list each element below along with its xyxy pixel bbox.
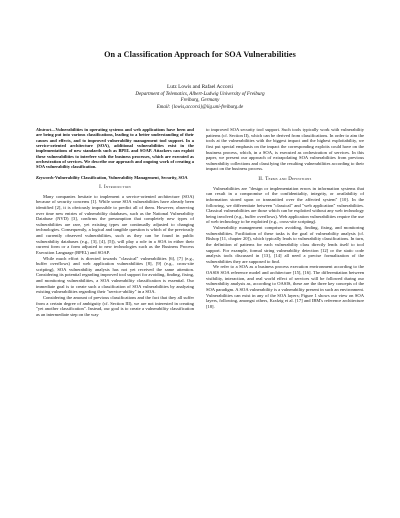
- abstract-label: Abstract: [36, 127, 52, 132]
- paper-authors: Lutz Lowis and Rafael Accorsi: [167, 84, 233, 90]
- terms-paragraph: Vulnerabilities are "design or implementation errors in information systems that can result in a compromise of the confidentiality, integrity, or availability of information stored upon or transmitted over the affected system" [10]. In the following, we differentiate between "classical" and "web application" vulnerabilities. Classical vulnerabilities are those which can be exploited without any web technology being involved (e.g., buffer overflows). Web application vulnerabilities require the use of web technology to be exploited (e.g., cross-site scripting).: [206, 185, 364, 225]
- intro-paragraph: Many companies hesitate to implement a service-oriented architecture (SOA) because of security concerns [1]. While some SOA vulnerabilities have already been identified [2], it is obviously impossible to predict all of them. However, observing over time new entries of vulnerability databases, such as the National Vulnerability Database (NVD) [3], confirms the presumption that completely new types of vulnerabilities are rare, yet existing types are continually adjusted to changing technologies. Consequently, a logical and tangible question is which of the previously and currently observed vulnerabilities, such as they can be found in public vulnerability databases (e.g., [3], [4], [5]), will play a role in a SOA in either their current form or a form adjusted to new technologies such as the Business Process Execution Language (BPEL) and SOAP.: [36, 193, 194, 255]
- intro-paragraph: Considering the amount of previous classifications and the fact that they all suffer from a certain degree of ambiguity (cf. Section III), we are not interested in creating "yet another classification". Instead, our goal is to create a vulnerability classification as an intermediate step on the way: [36, 294, 194, 317]
- abstract: [36, 127, 194, 170]
- affiliation-department: Department of Telematics, Albert-Ludwig University of Freiburg: [135, 92, 265, 97]
- section-heading-terms: II. Terms and Definitions: [258, 177, 312, 182]
- intro-paragraph: While much effort is directed towards "classical" vulnerabilities [6], [7] (e.g., buffer overflows) and web application vulnerabilities [8], [9] (e.g., cross-site scripting), SOA vulnerability analysis has not yet received the same attention. Considering its potential regarding improved tool support for avoiding, finding, fixing, and monitoring vulnerabilities, a SOA vulnerability classification is essential. Our immediate goal is to create such a classification of SOA vulnerabilities by analyzing existing vulnerabilities regarding their "service-ability" in a SOA.: [36, 255, 194, 295]
- left-column: [36, 127, 194, 317]
- author-affiliation: [0, 92, 400, 111]
- keywords: [36, 175, 194, 180]
- right-column: [206, 127, 364, 309]
- terms-paragraph: Vulnerability management comprises avoiding, finding, fixing, and monitoring vulnerabilities. Facilitation of these tasks is the goal of vulnerability analysis (cf. Bishop [11, chapter 20]), which typically leads to vulnerability classifications. In turn, the definition of patterns for each vulnerability class directly lends itself to tool support. For example, formal string vulnerability detection [12] or the static code analysis tools discussed in [13], [14] all need a precise formalization of the vulnerabilities they are supposed to find.: [206, 225, 364, 264]
- keywords-text: -Vulnerability Classification, Vulnerability Management, Security, SOA: [53, 174, 188, 180]
- abstract-text: —Vulnerabilities in operating systems and web applications have been and are being put into various classifications, leading to a better understanding of their causes and effects, and to improved vulnerability management tool support. In a service-oriented architecture (SOA), additional vulnerabilities exist in the implementations of new standards such as BPEL and SOAP. Attackers can exploit these vulnerabilities to interfere with the business processes, which are executed as orchestration of services. We describe our approach and ongoing work of creating a SOA vulnerability classification.: [36, 127, 194, 170]
- affiliation-location: Freiburg, Germany: [180, 98, 220, 104]
- terms-paragraph: We refer to a SOA as a business process execution environment according to the OASIS SOA reference model and architecture [15], [16]. The differentiation between visibility, interaction, and real world effect of services will be followed during our vulnerability analysis as, according to OASIS, these are the three key concepts of the SOA paradigm. A SOA vulnerability is a vulnerability present in such an environment. Vulnerabilities can exist in any of the SOA layers; Figure 1 shows our view on SOA layers, following, amongst others, Krafzig et al. [17] and IBM's reference architecture [18].: [206, 264, 364, 309]
- paper-title: On a Classification Approach for SOA Vulnerabilities: [104, 50, 296, 59]
- keywords-label: Keywords: [36, 174, 54, 180]
- section-heading-introduction: I. Introduction: [99, 185, 131, 191]
- affiliation-email: Email: {lowis,accorsi}@iig.uni-freiburg.de: [156, 104, 244, 110]
- intro-continuation-paragraph: to improved SOA security tool support. Such tools typically work with vulnerability patterns (cf. Section II), which can be derived from classifications. In order to aim the tools at the vulnerabilities with the biggest impact and the highest exploitability, we first put special emphasis on the impact the corresponding exploits could have on the business process, which, in a SOA, is executed as orchestration of services. In this paper, we present our approach of extrapolating SOA vulnerabilities from previous vulnerability collections and classifying the resulting vulnerabilities according to their impact on the business process.: [206, 127, 364, 172]
